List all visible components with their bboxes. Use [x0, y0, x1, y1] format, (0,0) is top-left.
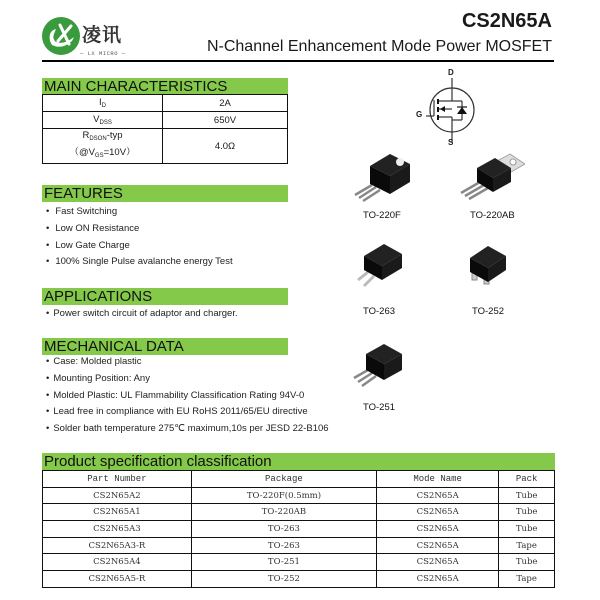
package-label-to251: TO-251 — [363, 402, 396, 413]
value-cell: 4.0Ω — [163, 129, 288, 164]
gate-label: G — [416, 110, 423, 119]
list-item: • Power switch circuit of adaptor and charger. — [46, 306, 238, 323]
cell-package: TO-252 — [191, 571, 376, 588]
cell-part-number: CS2N65A2 — [43, 487, 192, 504]
table-row — [43, 554, 555, 571]
cell-mode-name: CS2N65A — [377, 554, 499, 571]
logo-mark-icon — [42, 17, 80, 55]
table-header-row — [43, 471, 555, 488]
table-row — [43, 112, 288, 129]
cell-part-number: CS2N65A1 — [43, 504, 192, 521]
package-image-to252-icon — [460, 240, 520, 295]
cell-package: TO-220F(0.5mm) — [191, 487, 376, 504]
drain-label: D — [448, 68, 454, 77]
list-item: • Low ON Resistance — [46, 221, 233, 238]
source-label: S — [448, 138, 454, 147]
cell-mode-name: CS2N65A — [377, 504, 499, 521]
value-cell: 650V — [163, 112, 288, 129]
section-header-mechanical-data: MECHANICAL DATA — [42, 338, 288, 355]
mechanical-data-list — [46, 354, 329, 438]
package-image-to263-icon — [350, 240, 410, 295]
cell-part-number: CS2N65A3-R — [43, 537, 192, 554]
table-row — [43, 95, 288, 112]
table-row — [43, 129, 288, 164]
list-item: • Low Gate Charge — [46, 238, 233, 255]
part-number-title: CS2N65A — [461, 10, 552, 32]
cell-package: TO-263 — [191, 521, 376, 538]
company-logo — [42, 17, 142, 61]
package-label-to220ab: TO-220AB — [470, 210, 515, 221]
column-header: Mode Name — [377, 471, 499, 488]
main-characteristics-table — [42, 94, 288, 164]
cell-pack: Tube — [499, 504, 555, 521]
section-header-features: FEATURES — [42, 185, 288, 202]
column-header: Package — [191, 471, 376, 488]
param-cell: $I_D$ — [43, 95, 163, 112]
cell-pack: Tape — [499, 571, 555, 588]
package-image-to220ab-icon — [455, 150, 525, 205]
cell-mode-name: CS2N65A — [377, 571, 499, 588]
param-cell: $V_{DSS}$ — [43, 112, 163, 129]
column-header: Pack — [499, 471, 555, 488]
section-header-main-characteristics: MAIN CHARACTERISTICS — [42, 78, 288, 95]
cell-package: TO-220AB — [191, 504, 376, 521]
value-cell: 2A — [163, 95, 288, 112]
applications-list — [46, 306, 238, 323]
logo-english-text: — LX MICRO — — [80, 50, 126, 57]
package-label-to263: TO-263 — [363, 306, 396, 317]
features-list — [46, 204, 233, 271]
package-image-to220f-icon — [352, 150, 412, 205]
cell-mode-name: CS2N65A — [377, 487, 499, 504]
list-item: • Mounting Position: Any — [46, 371, 329, 388]
column-header: Part Number — [43, 471, 192, 488]
package-label-to220f: TO-220F — [363, 210, 401, 221]
table-row — [43, 487, 555, 504]
cell-mode-name: CS2N65A — [377, 537, 499, 554]
document-subtitle: N-Channel Enhancement Mode Power MOSFET — [206, 38, 552, 55]
table-row — [43, 537, 555, 554]
cell-pack: Tube — [499, 554, 555, 571]
cell-mode-name: CS2N65A — [377, 521, 499, 538]
list-item: • Molded Plastic: UL Flammability Classification Rating 94V-0 — [46, 388, 329, 405]
cell-package: TO-251 — [191, 554, 376, 571]
list-item: • Solder bath temperature 275℃ maximum,10s per JESD 22-B106 — [46, 421, 329, 438]
package-label-to252: TO-252 — [472, 306, 505, 317]
header-divider — [42, 60, 554, 62]
cell-pack: Tape — [499, 537, 555, 554]
list-item: • Fast Switching — [46, 204, 233, 221]
cell-package: TO-263 — [191, 537, 376, 554]
list-item: • 100% Single Pulse avalanche energy Test — [46, 254, 233, 271]
logo-chinese-text: 凌讯 — [82, 24, 123, 46]
table-row — [43, 571, 555, 588]
cell-part-number: CS2N65A4 — [43, 554, 192, 571]
section-header-applications: APPLICATIONS — [42, 288, 288, 305]
cell-part-number: CS2N65A5-R — [43, 571, 192, 588]
param-cell: $R_{DSON}$-typ $(@V_{GS}=10V)$ — [43, 129, 163, 164]
table-row — [43, 504, 555, 521]
product-spec-table — [42, 470, 555, 588]
package-image-to251-icon — [350, 340, 410, 395]
section-header-product-spec: Product specification classification — [42, 453, 555, 470]
mosfet-schematic-icon — [412, 70, 492, 150]
cell-pack: Tube — [499, 487, 555, 504]
cell-pack: Tube — [499, 521, 555, 538]
list-item: • Case: Molded plastic — [46, 354, 329, 371]
list-item: • Lead free in compliance with EU RoHS 2011/65/EU directive — [46, 404, 329, 421]
table-row — [43, 521, 555, 538]
cell-part-number: CS2N65A3 — [43, 521, 192, 538]
